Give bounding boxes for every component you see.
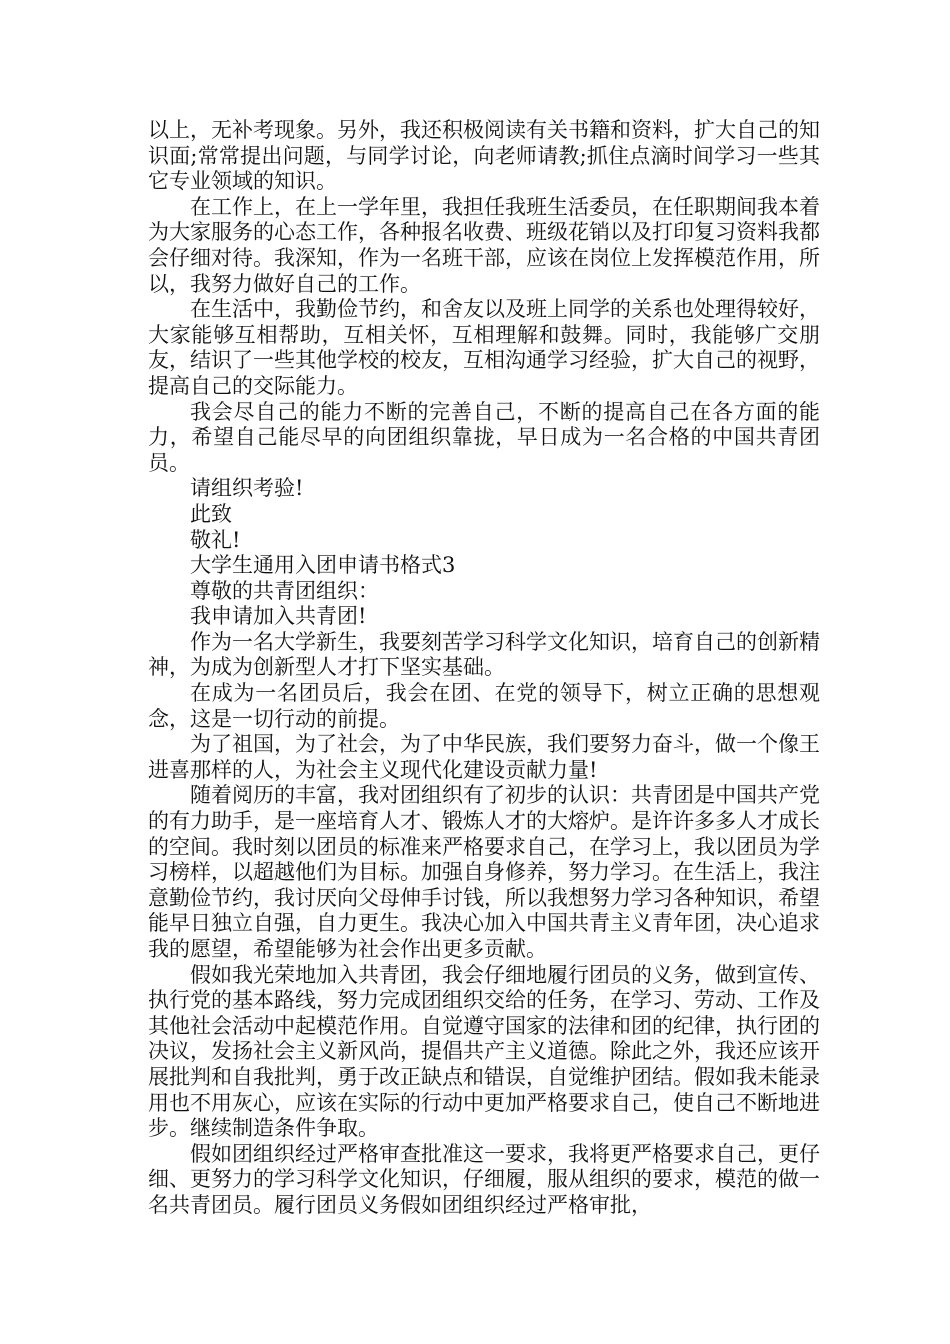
section-heading: 大学生通用入团申请书格式3 xyxy=(190,553,456,578)
paragraph: 敬礼! xyxy=(190,527,241,552)
paragraph: 在成为一名团员后，我会在团、在党的领导下，树立正确的思想观念，这是一切行动的前提。 xyxy=(148,681,820,731)
paragraph: 随着阅历的丰富，我对团组织有了初步的认识：共青团是中国共产党的有力助手，是一座培育人才、锻炼人才的大熔炉。是许许多多人才成长的空间。我时刻以团员的标准来严格要求自己，在学习上，我以团员为学习榜样，以超越他们为目标。加强自身修养，努力学习。在生活上，我注意勤俭节约，我讨厌向父母伸手讨钱，所以我想努力学习各种知识，希望能早日独立自强，自力更生。我决心加入中国共青主义青年团，决心追求我的愿望，希望能够为社会作出更多贡献。 xyxy=(148,783,820,961)
salutation: 尊敬的共青团组织： xyxy=(190,578,379,603)
paragraph: 假如团组织经过严格审查批准这一要求，我将更严格要求自己，更仔细、更努力的学习科学文化知识，仔细履，服从组织的要求，模范的做一名共青团员。履行团员义务假如团组织经过严格审批， xyxy=(148,1141,820,1217)
paragraph: 以上，无补考现象。另外，我还积极阅读有关书籍和资料，扩大自己的知识面;常常提出问题，与同学讨论，向老师请教;抓住点滴时间学习一些其它专业领域的知识。 xyxy=(148,118,820,194)
paragraph: 作为一名大学新生，我要刻苦学习科学文化知识，培育自己的创新精神，为成为创新型人才打下坚实基础。 xyxy=(148,629,820,680)
paragraph: 请组织考验! xyxy=(190,476,304,501)
paragraph: 在生活中，我勤俭节约，和舍友以及班上同学的关系也处理得较好，大家能够互相帮助，互相关怀，互相理解和鼓舞。同时，我能够广交朋友，结识了一些其他学校的校友，互相沟通学习经验，扩大自己的视野，提高自己的交际能力。 xyxy=(148,297,820,398)
paragraph: 我会尽自己的能力不断的完善自己，不断的提高自己在各方面的能力，希望自己能尽早的向团组织靠拢，早日成为一名合格的中国共青团员。 xyxy=(148,399,820,475)
paragraph: 在工作上，在上一学年里，我担任我班生活委员，在任职期间我本着为大家服务的心态工作，各种报名收费、班级花销以及打印复习资料我都会仔细对待。我深知，作为一名班干部，应该在岗位上发挥模范作用，所以，我努力做好自己的工作。 xyxy=(148,194,820,296)
paragraph: 我申请加入共青团! xyxy=(190,604,367,629)
paragraph: 此致 xyxy=(190,501,232,526)
document-page xyxy=(148,118,820,1219)
paragraph: 为了祖国，为了社会，为了中华民族，我们要努力奋斗，做一个像王进喜那样的人，为社会主义现代化建设贡献力量! xyxy=(148,732,820,782)
paragraph: 假如我光荣地加入共青团，我会仔细地履行团员的义务，做到宣传、执行党的基本路线，努力完成团组织交给的任务，在学习、劳动、工作及其他社会活动中起模范作用。自觉遵守国家的法律和团的纪律，执行团的决议，发扬社会主义新风尚，提倡共产主义道德。除此之外，我还应该开展批判和自我批判，勇于改正缺点和错误，自觉维护团结。假如我未能录用也不用灰心，应该在实际的行动中更加严格要求自己，使自己不断地进步。继续制造条件争取。 xyxy=(148,962,820,1141)
